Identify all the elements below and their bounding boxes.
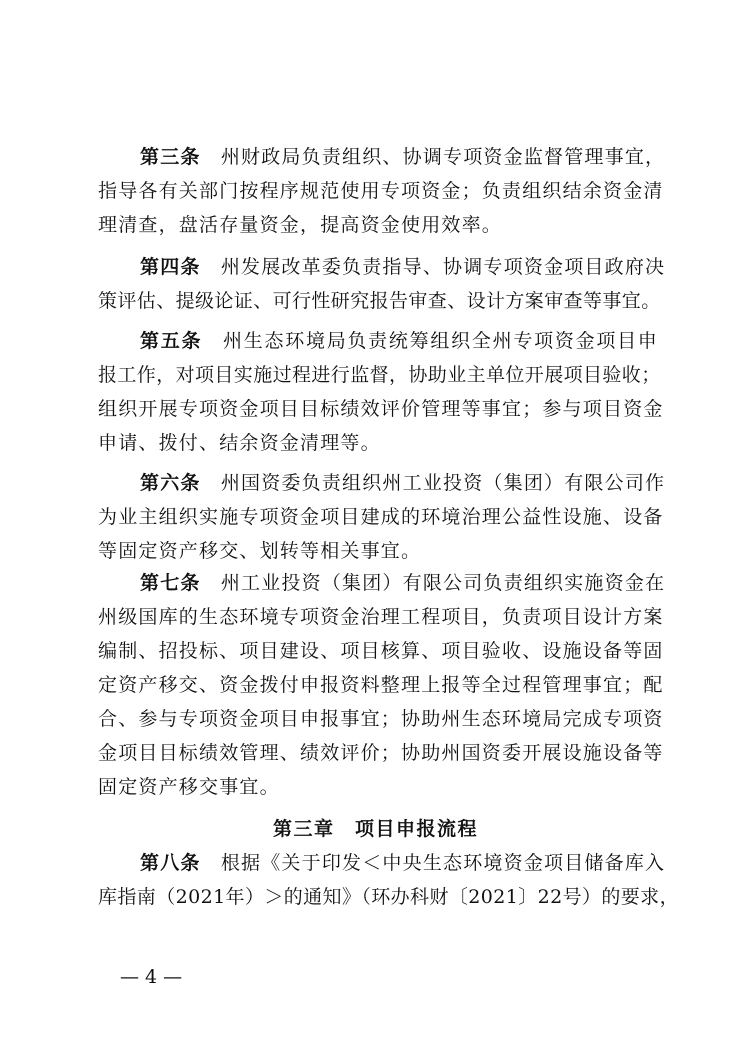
article-7-line-3: 编制、招投标、项目建设、项目核算、项目验收、设施设备等固 [98, 640, 664, 662]
article-5-line-1: 第五条 州生态环境局负责统筹组织全州专项资金项目申 [140, 330, 659, 352]
article-3-heading: 第三条 [140, 146, 201, 168]
article-7-line-4: 定资产移交、资金拨付申报资料整理上报等全过程管理事宜；配 [98, 674, 664, 696]
article-7-line-1: 第七条 州工业投资（集团）有限公司负责组织实施资金在 [140, 572, 666, 594]
article-7-heading: 第七条 [140, 572, 201, 594]
article-7-line-2: 州级国库的生态环境专项资金治理工程项目，负责项目设计方案 [98, 606, 664, 628]
article-4-line-1: 第四条 州发展改革委负责指导、协调专项资金项目政府决 [140, 256, 666, 278]
article-3-line-3: 理清查，盘活存量资金，提高资金使用效率。 [98, 214, 503, 236]
article-8-line-2: 库指南（2021年）＞的通知》（环办科财〔2021〕22号）的要求， [98, 886, 679, 908]
article-6-line-3: 等固定资产移交、划转等相关事宜。 [98, 540, 422, 562]
article-4-heading: 第四条 [140, 256, 201, 278]
article-3-line-2: 指导各有关部门按程序规范使用专项资金；负责组织结余资金清 [98, 180, 664, 202]
article-6-line-1: 第六条 州国资委负责组织州工业投资（集团）有限公司作 [140, 472, 666, 494]
article-5-heading: 第五条 [140, 330, 203, 352]
article-7-line-5: 合、参与专项资金项目申报事宜；协助州生态环境局完成专项资 [98, 708, 664, 730]
chapter-heading: 第三章 项目申报流程 [272, 818, 478, 840]
article-5-line-4: 申请、拨付、结余资金清理等。 [98, 432, 381, 454]
article-7-line-6: 金项目目标绩效管理、绩效评价；协助州国资委开展设施设备等 [98, 742, 664, 764]
article-7-line-7: 固定资产移交事宜。 [98, 776, 280, 798]
article-6-line-2: 为业主组织实施专项资金项目建成的环境治理公益性设施、设备 [98, 506, 664, 528]
page-number: — 4 — [120, 966, 183, 988]
article-5-line-3: 组织开展专项资金项目目标绩效评价管理等事宜；参与项目资金 [98, 398, 664, 420]
article-4-line-2: 策评估、提级论证、可行性研究报告审查、设计方案审查等事宜。 [98, 290, 661, 312]
article-8-line-1: 第八条 根据《关于印发＜中央生态环境资金项目储备库入 [140, 852, 666, 874]
article-3-line-1: 第三条 州财政局负责组织、协调专项资金监督管理事宜， [140, 146, 666, 168]
article-5-line-2: 报工作，对项目实施过程进行监督，协助业主单位开展项目验收； [98, 364, 661, 386]
article-6-heading: 第六条 [140, 472, 201, 494]
article-8-heading: 第八条 [140, 852, 201, 874]
